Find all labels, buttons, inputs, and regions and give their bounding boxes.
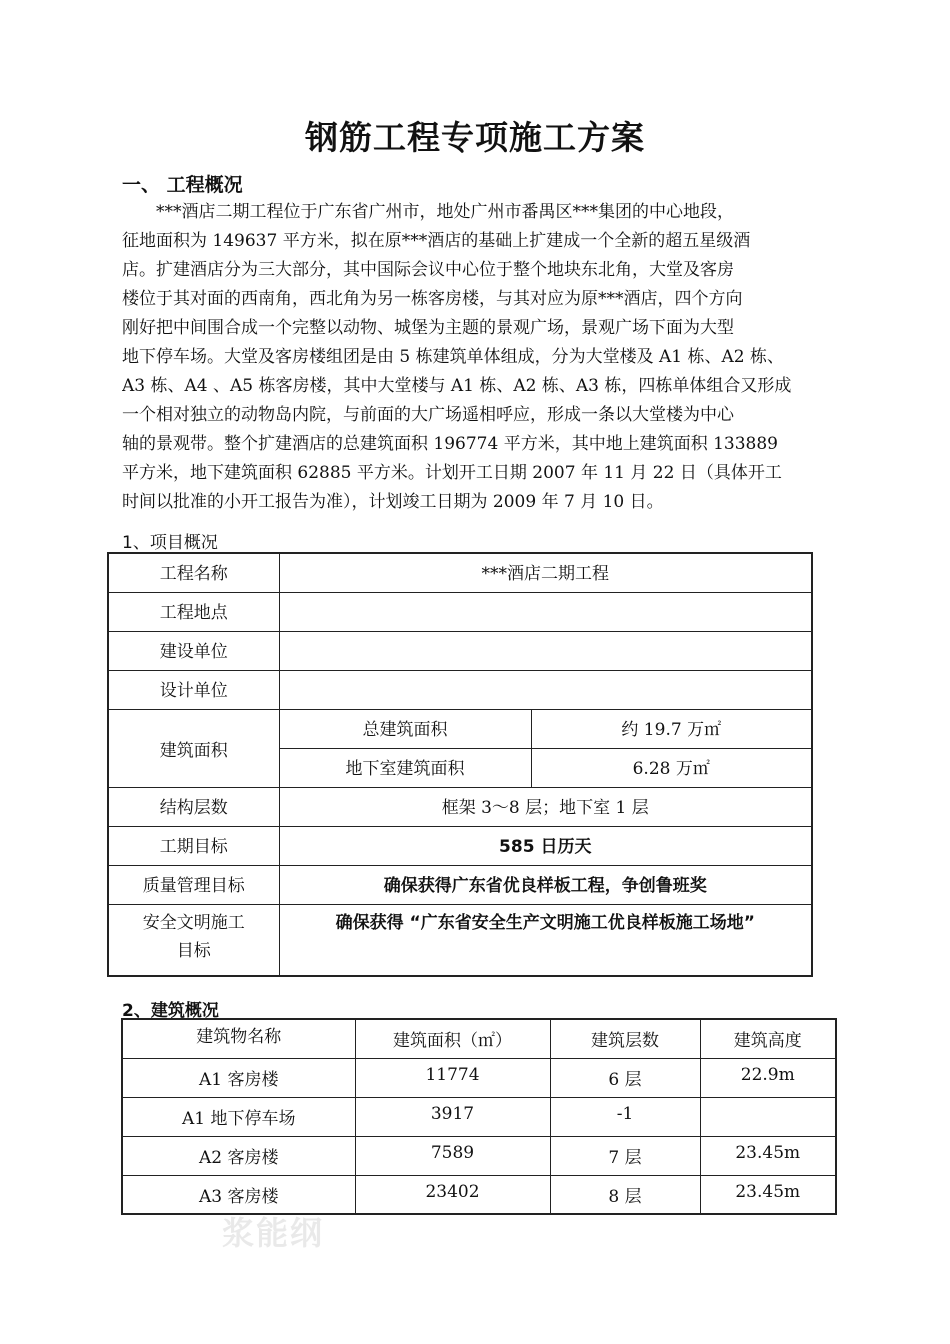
safety-value: 确保获得 “广东省安全生产文明施工优良样板施工场地” [279,904,812,976]
table-cell: 3917 [355,1097,550,1136]
intro-line: 楼位于其对面的西南角，西北角为另一栋客房楼，与其对应为原***酒店，四个方向 [122,289,743,309]
table-row [108,553,812,592]
table-cell: 8 层 [550,1175,700,1214]
intro-paragraph [122,198,842,517]
table-row [108,904,812,976]
document-title: 钢筋工程专项施工方案 [305,118,645,157]
section-heading-overview: 一、 工程概况 [122,174,243,196]
project-overview-heading: 1、项目概况 [122,533,218,553]
schedule-value: 585 日历天 [279,826,812,865]
table-cell: 23.45m [700,1136,836,1175]
table-cell: 6 层 [550,1058,700,1097]
table-cell [700,1097,836,1136]
intro-line: A3 栋、A4 、A5 栋客房楼，其中大堂楼与 A1 栋、A2 栋、A3 栋，四栋单体组合又形成 [122,376,792,396]
table-header-row [122,1019,836,1058]
table-cell: 11774 [355,1058,550,1097]
table-cell: 7589 [355,1136,550,1175]
column-header: 建筑层数 [550,1019,700,1058]
table-row [108,826,812,865]
intro-line: 地下停车场。大堂及客房楼组团是由 5 栋建筑单体组成，分为大堂楼及 A1 栋、A2 栋、 [122,347,785,367]
designer-label: 设计单位 [108,670,279,709]
building-overview-table [121,1018,837,1215]
basement-area-label: 地下室建筑面积 [279,748,531,787]
intro-line: 平方米，地下建筑面积 62885 平方米。计划开工日期 2007 年 11 月 22 日（具体开工 [122,463,782,483]
intro-line: 刚好把中间围合成一个完整以动物、城堡为主题的景观广场，景观广场下面为大型 [122,318,734,338]
table-row [122,1136,836,1175]
site-label: 工程地点 [108,592,279,631]
owner-value [279,631,812,670]
area-label: 建筑面积 [108,709,279,787]
owner-label: 建设单位 [108,631,279,670]
table-row [122,1097,836,1136]
intro-line: 征地面积为 149637 平方米，拟在原***酒店的基础上扩建成一个全新的超五星级酒 [122,231,751,251]
intro-line: 时间以批准的小开工报告为准），计划竣工日期为 2009 年 7 月 10 日。 [122,492,664,512]
table-cell: A1 客房楼 [122,1058,355,1097]
intro-line: ***酒店二期工程位于广东省广州市，地处广州市番禺区***集团的中心地段， [122,202,734,222]
site-value [279,592,812,631]
table-row [108,631,812,670]
basement-area-value: 6.28 万㎡ [531,748,812,787]
project-overview-table [107,552,813,977]
quality-value: 确保获得广东省优良样板工程，争创鲁班奖 [279,865,812,904]
table-row [108,787,812,826]
structure-value: 框架 3～8 层；地下室 1 层 [279,787,812,826]
intro-line: 店。扩建酒店分为三大部分，其中国际会议中心位于整个地块东北角，大堂及客房 [122,260,734,280]
table-cell: 23.45m [700,1175,836,1214]
column-header: 建筑高度 [700,1019,836,1058]
table-cell: 7 层 [550,1136,700,1175]
table-cell: 22.9m [700,1058,836,1097]
structure-label: 结构层数 [108,787,279,826]
safety-label: 安全文明施工目标 [108,904,279,976]
building-overview-heading: 2、建筑概况 [122,1001,219,1021]
intro-line: 一个相对独立的动物岛内院，与前面的大广场遥相呼应，形成一条以大堂楼为中心 [122,405,734,425]
table-cell: -1 [550,1097,700,1136]
total-area-value: 约 19.7 万㎡ [531,709,812,748]
table-row [108,592,812,631]
table-cell: 23402 [355,1175,550,1214]
table-row [108,865,812,904]
table-cell: A3 客房楼 [122,1175,355,1214]
column-header: 建筑面积（㎡） [355,1019,550,1058]
total-area-label: 总建筑面积 [279,709,531,748]
column-header: 建筑物名称 [122,1019,355,1058]
table-cell: A2 客房楼 [122,1136,355,1175]
designer-value [279,670,812,709]
intro-line: 轴的景观带。整个扩建酒店的总建筑面积 196774 平方米，其中地上建筑面积 133889 [122,434,779,454]
table-cell: A1 地下停车场 [122,1097,355,1136]
table-row [108,709,812,748]
quality-label: 质量管理目标 [108,865,279,904]
table-row [122,1058,836,1097]
watermark: 浆能纲 [222,1214,325,1252]
project-name-label: 工程名称 [108,553,279,592]
project-name-value: ***酒店二期工程 [279,553,812,592]
schedule-label: 工期目标 [108,826,279,865]
table-row [108,670,812,709]
